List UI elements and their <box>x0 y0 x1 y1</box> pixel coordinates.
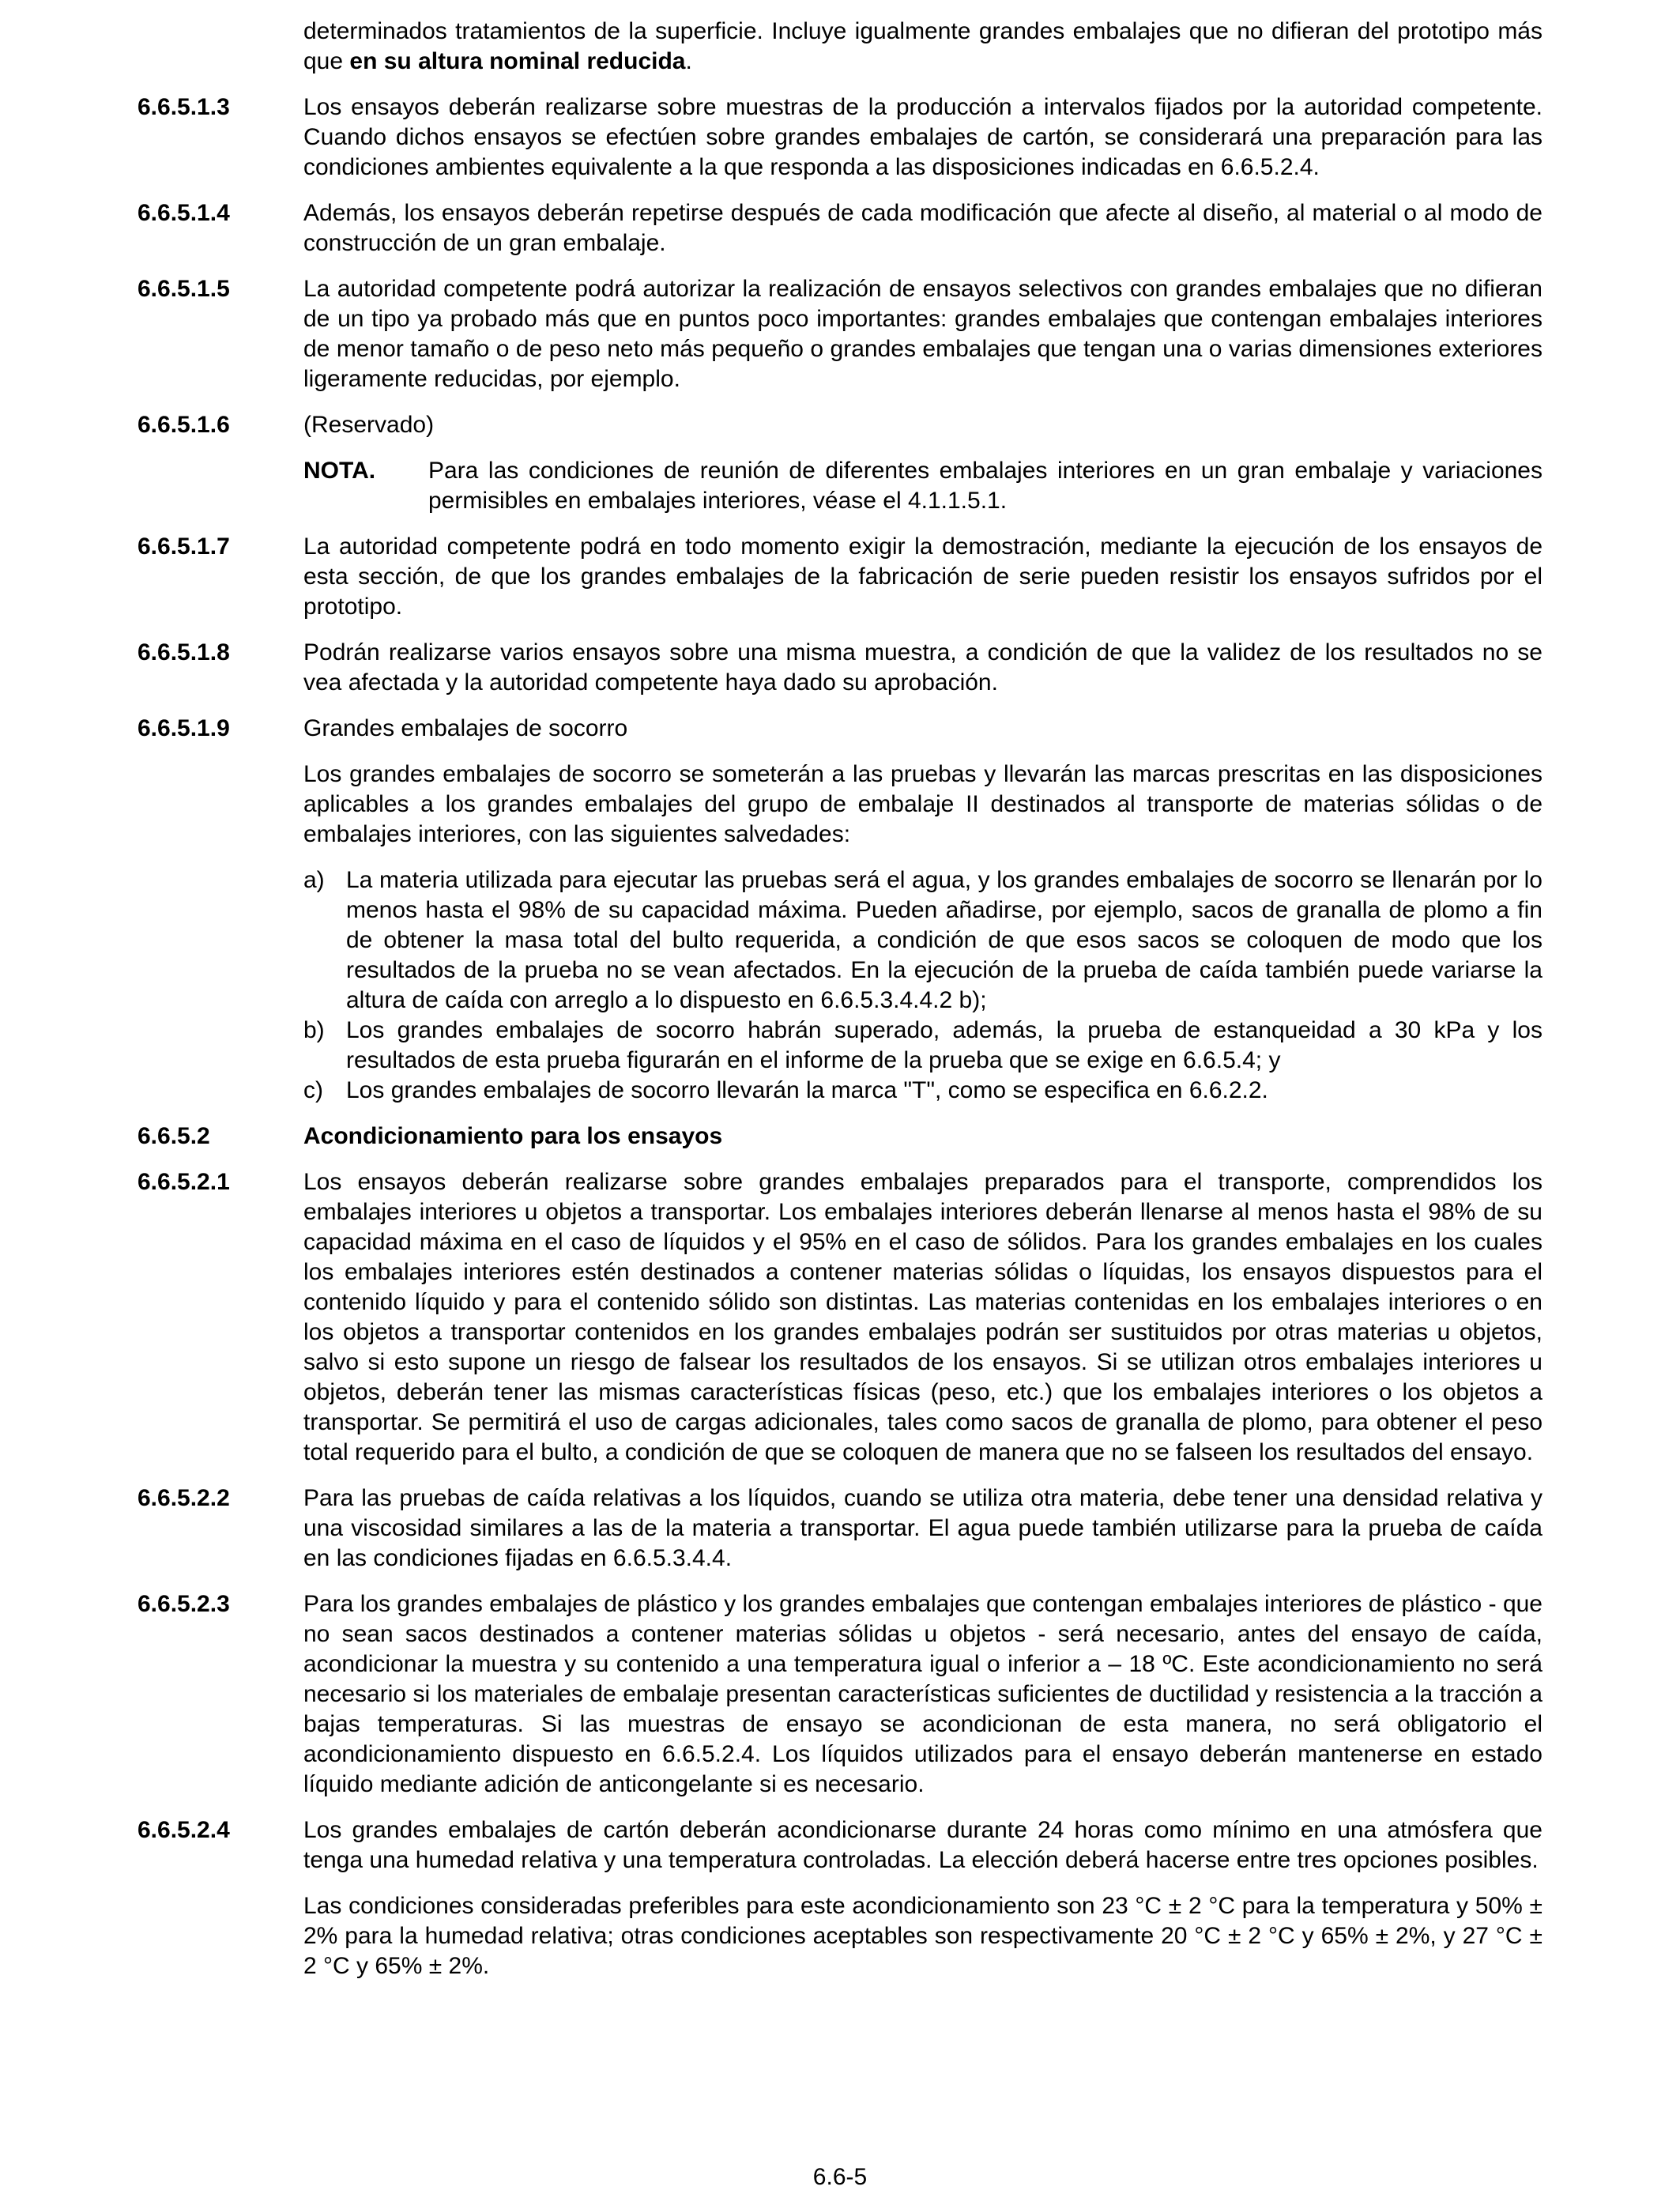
section-6-6-5-2-3 <box>0 1589 1680 1800</box>
note-label: NOTA. <box>303 458 376 484</box>
intro-paragraph <box>0 17 1680 77</box>
section-text: Los ensayos deberán realizarse sobre muestras de la producción a intervalos fijados por la autoridad competente. Cuando dichos ensayos se efectúen sobre grandes embalajes de cartón, se considerará una preparación para las condiciones ambientes equivalente a la que responda a las disposiciones indicadas en 6.6.5.2.4. <box>303 94 1543 180</box>
section-number: 6.6.5.1.7 <box>137 533 230 560</box>
intro-bold-text: en su altura nominal reducida <box>349 48 686 74</box>
section-text: Los grandes embalajes de cartón deberán acondicionarse durante 24 horas como mínimo en una atmósfera que tenga una humedad relativa y una temperatura controladas. La elección deberá hacerse entre tres opciones posibles. <box>303 1817 1543 1873</box>
section-number: 6.6.5.2 <box>137 1123 210 1149</box>
list-item <box>303 865 1543 1016</box>
list-item-label: b) <box>303 1017 325 1043</box>
note <box>303 456 1543 516</box>
section-6-6-5-2-4 <box>0 1815 1680 1981</box>
section-6-6-5-1-8 <box>0 638 1680 698</box>
section-6-6-5-1-4 <box>0 198 1680 258</box>
section-number: 6.6.5.1.9 <box>137 715 230 741</box>
section-text: Los ensayos deberán realizarse sobre grandes embalajes preparados para el transporte, comprendidos los embalajes interiores u objetos a transportar. Los embalajes interiores deberán llenarse al menos hasta el 98% de su capacidad máxima en el caso de líquidos y el 95% en el caso de sólidos. Para los grandes embalajes en los cuales los embalajes interiores estén destinados a contener materias sólidas o líquidas, los ensayos dispuestos para el contenido líquido y para el contenido sólido son distintas. Las materias contenidas en los embalajes interiores o en los objetos a transportar contenidos en los grandes embalajes podrán ser sustituidos por otras materias u objetos, salvo si esto supone un riesgo de falsear los resultados de los ensayos. Si se utilizan otros embalajes interiores u objetos, deberán tener las mismas características físicas (peso, etc.) que los embalajes interiores o los objetos a transportar. Se permitirá el uso de cargas adicionales, tales como sacos de granalla de plomo, para obtener el peso total requerido para el bulto, a condición de que se coloquen de manera que no se falseen los resultados del ensayo. <box>303 1169 1543 1465</box>
intro-end: . <box>685 48 692 74</box>
note-text: Para las condiciones de reunión de diferentes embalajes interiores en un gran embalaje y variaciones permisibles en embalajes interiores, véase el 4.1.1.5.1. <box>428 458 1543 514</box>
page-number: 6.6-5 <box>812 2164 868 2190</box>
section-text: Para las pruebas de caída relativas a los líquidos, cuando se utiliza otra materia, debe tener una densidad relativa y una viscosidad similares a las de la materia a transportar. El agua puede también utilizarse para la prueba de caída en las condiciones fijadas en 6.6.5.3.4.4. <box>303 1485 1543 1571</box>
section-6-6-5-1-5 <box>0 274 1680 394</box>
section-number: 6.6.5.2.3 <box>137 1591 230 1617</box>
section-number: 6.6.5.1.4 <box>137 200 230 226</box>
section-6-6-5-1-9 <box>0 714 1680 1106</box>
section-6-6-5-2 <box>0 1122 1680 1152</box>
section-number: 6.6.5.1.6 <box>137 412 230 438</box>
conditions-list <box>303 865 1543 1106</box>
section-6-6-5-1-6 <box>0 410 1680 516</box>
page-content <box>0 17 1680 1997</box>
section-text: Los grandes embalajes de socorro se someterán a las pruebas y llevarán las marcas prescritas en las disposiciones aplicables a los grandes embalajes del grupo de embalaje II destinados al transporte de materias sólidas o de embalajes interiores, con las siguientes salvedades: <box>303 761 1543 847</box>
section-text: (Reservado) <box>303 412 435 438</box>
section-6-6-5-1-3 <box>0 92 1680 183</box>
section-text: Para los grandes embalajes de plástico y los grandes embalajes que contengan embalajes interiores de plástico - que no sean sacos destinados a contener materias sólidas u objetos - será necesario, antes del ensayo de caída, acondicionar la muestra y su contenido a una temperatura igual o inferior a – 18 ºC. Este acondicionamiento no será necesario si los materiales de embalaje presentan características suficientes de ductilidad y resistencia a la tracción a bajas temperaturas. Si las muestras de ensayo se acondicionan de esta manera, no será obligatorio el acondicionamiento dispuesto en 6.6.5.2.4. Los líquidos utilizados para el ensayo deberán mantenerse en estado líquido mediante adición de anticongelante si es necesario. <box>303 1591 1543 1797</box>
section-text: Las condiciones consideradas preferibles para este acondicionamiento son 23 °C ± 2 °C para la temperatura y 50% ± 2% para la humedad relativa; otras condiciones aceptables son respectivamente 20 °C ± 2 °C y 65% ± 2%, y 27 °C ± 2 °C y 65% ± 2%. <box>303 1893 1543 1979</box>
list-item-text: La materia utilizada para ejecutar las pruebas será el agua, y los grandes embalajes de socorro se llenarán por lo menos hasta el 98% de su capacidad máxima. Pueden añadirse, por ejemplo, sacos de granalla de plomo a fin de obtener la masa total del bulto requerida, a condición de que esos sacos se coloquen de modo que los resultados de la prueba no se vean afectados. En la ejecución de la prueba de caída también puede variarse la altura de caída con arreglo a lo dispuesto en 6.6.5.3.4.4.2 b); <box>346 867 1543 1013</box>
section-number: 6.6.5.2.4 <box>137 1817 230 1843</box>
section-text: Además, los ensayos deberán repetirse después de cada modificación que afecte al diseño, al material o al modo de construcción de un gran embalaje. <box>303 200 1543 256</box>
list-item-text: Los grandes embalajes de socorro llevarán la marca "T", como se especifica en 6.6.2.2. <box>346 1077 1268 1103</box>
list-item-label: c) <box>303 1077 323 1103</box>
section-number: 6.6.5.2.2 <box>137 1485 230 1511</box>
section-6-6-5-2-2 <box>0 1483 1680 1574</box>
section-number: 6.6.5.1.3 <box>137 94 230 120</box>
section-6-6-5-2-1 <box>0 1167 1680 1468</box>
list-item <box>303 1016 1543 1076</box>
section-6-6-5-1-7 <box>0 532 1680 622</box>
list-item-text: Los grandes embalajes de socorro habrán superado, además, la prueba de estanqueidad a 30 kPa y los resultados de esta prueba figurarán en el informe de la prueba que se exige en 6.6.5.4; y <box>346 1017 1543 1073</box>
intro-text: determinados tratamientos de la superficie. Incluye igualmente grandes embalajes que no difieran del prototipo más que <box>303 18 1543 74</box>
section-number: 6.6.5.2.1 <box>137 1169 230 1195</box>
list-item-label: a) <box>303 867 325 893</box>
section-subtitle: Grandes embalajes de socorro <box>303 715 628 741</box>
list-item <box>303 1076 1543 1106</box>
section-text: La autoridad competente podrá autorizar la realización de ensayos selectivos con grandes embalajes que no difieran de un tipo ya probado más que en puntos poco importantes: grandes embalajes que contengan embalajes interiores de menor tamaño o de peso neto más pequeño o grandes embalajes que tengan una o varias dimensiones exteriores ligeramente reducidas, por ejemplo. <box>303 276 1543 392</box>
section-heading: Acondicionamiento para los ensayos <box>303 1123 723 1149</box>
section-number: 6.6.5.1.5 <box>137 276 230 302</box>
section-number: 6.6.5.1.8 <box>137 639 230 665</box>
section-text: Podrán realizarse varios ensayos sobre una misma muestra, a condición de que la validez de los resultados no se vea afectada y la autoridad competente haya dado su aprobación. <box>303 639 1543 696</box>
section-text: La autoridad competente podrá en todo momento exigir la demostración, mediante la ejecución de los ensayos de esta sección, de que los grandes embalajes de la fabricación de serie pueden resistir los ensayos sufridos por el prototipo. <box>303 533 1543 620</box>
